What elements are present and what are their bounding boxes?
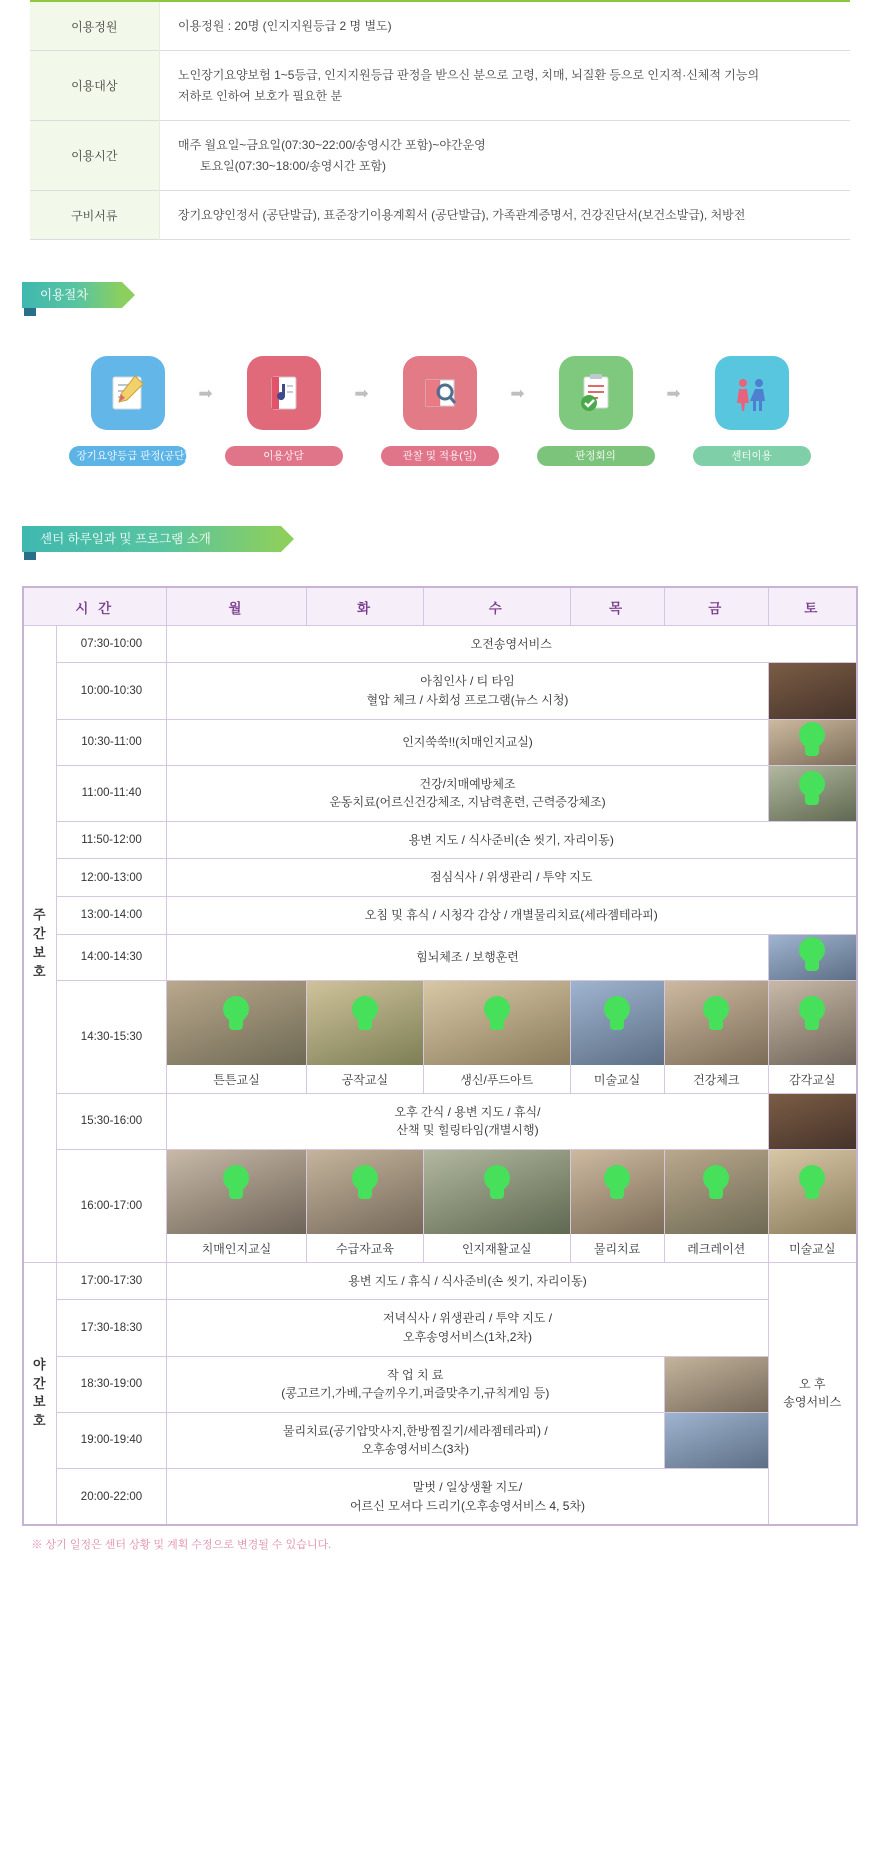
side-label-night-text: 야 간 보 호 <box>32 1356 47 1429</box>
row-time: 13:00-14:00 <box>57 897 167 935</box>
activity2-cell-sat <box>769 1149 857 1262</box>
info-line-1: 장기요양인정서 (공단발급), 표준장기이용계획서 (공단발급), 가족관계증명서, 건강진단서(보건소발급), 처방전 <box>178 207 746 222</box>
activity2-photo-wed <box>424 1150 570 1234</box>
table-row <box>23 897 857 935</box>
table-row <box>23 1300 857 1356</box>
table-row <box>30 190 850 239</box>
table-row <box>23 859 857 897</box>
evening-transport-cell <box>769 1262 857 1525</box>
row-photo <box>664 1412 768 1468</box>
massage-photo <box>665 1413 768 1468</box>
row-content <box>167 821 857 859</box>
clipboard-pencil-icon <box>91 356 165 430</box>
content-line-1: 저녁식사 / 위생관리 / 투약 지도 / <box>382 1311 553 1326</box>
col-mon: 월 <box>167 587 307 625</box>
col-sat: 토 <box>769 587 857 625</box>
content-line-2: 오후송영서비스(1차,2차) <box>402 1329 532 1344</box>
row-content <box>167 897 857 935</box>
flow-arrow-3: ➡ <box>510 384 525 404</box>
activity2-caption-tue: 수급자교육 <box>335 1241 394 1256</box>
activity2-caption-fri: 레크레이션 <box>687 1241 746 1256</box>
flow-step-3 <box>381 356 499 466</box>
content-line-1: 점심식사 / 위생관리 / 투약 지도 <box>430 870 593 885</box>
facility-info-table <box>30 0 850 240</box>
table-row <box>30 1 850 51</box>
row-content <box>167 1093 769 1149</box>
table-row <box>23 821 857 859</box>
row-photo <box>769 663 857 719</box>
flow-label-5: 센터이용 <box>693 446 811 466</box>
flow-step-5 <box>693 356 811 466</box>
schedule-footnote: ※ 상기 일정은 센터 상황 및 계획 수정으로 변경될 수 있습니다. <box>31 1539 332 1552</box>
table-row <box>30 121 850 191</box>
row-time: 11:50-12:00 <box>57 821 167 859</box>
ribbon-shadow <box>24 308 36 316</box>
col-fri: 금 <box>664 587 768 625</box>
activity-photo-sat <box>769 981 856 1065</box>
content-line-1: 인지쑥쑥!!(치매인지교실) <box>402 734 533 749</box>
schedule-title: 센터 하루일과 및 프로그램 소개 <box>22 526 281 552</box>
row-content <box>167 1300 769 1356</box>
ribbon-shadow <box>24 552 36 560</box>
info-line-1: 이용정원 : 20명 (인지지원등급 2 명 별도) <box>178 19 392 33</box>
info-header-hours: 이용시간 <box>30 121 160 191</box>
flow-arrow-4: ➡ <box>666 384 681 404</box>
activity2-cell-tue <box>306 1149 423 1262</box>
content-line-1: 용변 지도 / 휴식 / 식사준비(손 씻기, 자리이동) <box>348 1273 587 1288</box>
book-search-icon <box>403 356 477 430</box>
activity2-photo-fri <box>665 1150 768 1234</box>
content-line-2: 혈압 체크 / 사회성 프로그램(뉴스 시청) <box>366 693 569 708</box>
content-line-1: 용변 지도 / 식사준비(손 씻기, 자리이동) <box>408 832 614 847</box>
content-line-2: 운동치료(어르신건강체조, 지남력훈련, 근력증강체조) <box>329 795 606 810</box>
schedule-section-heading <box>22 526 879 560</box>
row-time: 10:30-11:00 <box>57 719 167 765</box>
flow-step-1 <box>69 356 187 466</box>
table-row <box>23 1412 857 1468</box>
row-time: 10:00-10:30 <box>57 663 167 719</box>
activity2-caption-wed: 인지재활교실 <box>461 1241 532 1256</box>
row-content <box>167 859 857 897</box>
side-label-night <box>23 1262 57 1525</box>
table-row <box>23 625 857 663</box>
row-content <box>167 625 857 663</box>
row-time: 15:30-16:00 <box>57 1093 167 1149</box>
row-time: 16:00-17:00 <box>57 1149 167 1262</box>
row-content <box>167 1262 769 1300</box>
flow-label-4: 판정회의 <box>537 446 655 466</box>
content-line-1: 오침 및 휴식 / 시청각 감상 / 개별물리치료(세라젬테라피) <box>364 908 658 922</box>
class-photo <box>769 720 856 765</box>
table-row <box>23 719 857 765</box>
table-row <box>23 934 857 980</box>
activity-cell-wed <box>423 980 570 1093</box>
row-time: 17:30-18:30 <box>57 1300 167 1356</box>
side-label-day-text: 주 간 보 호 <box>32 907 47 979</box>
col-tue: 화 <box>306 587 423 625</box>
activity-caption-sat: 감각교실 <box>789 1072 836 1087</box>
activity-caption-thu: 미술교실 <box>593 1072 641 1087</box>
content-line-1: 오후 간식 / 용변 지도 / 휴식/ <box>394 1104 541 1119</box>
flow-arrow-2: ➡ <box>354 384 369 404</box>
activity2-cell-thu <box>570 1149 664 1262</box>
col-thu: 목 <box>570 587 664 625</box>
row-photo <box>769 1093 857 1149</box>
flow-step-4 <box>537 356 655 466</box>
activity2-cell-wed <box>423 1149 570 1262</box>
row-photo <box>664 1356 768 1412</box>
schedule-table-wrap <box>22 586 858 1526</box>
info-line-1: 노인장기요양보험 1~5등급, 인지지원등급 판정을 받으신 분으로 고령, 치매, 뇌질환 등으로 인지적·신체적 기능의 <box>178 68 760 83</box>
content-line-1: 작 업 치 료 <box>387 1367 444 1382</box>
flow-arrow-1: ➡ <box>198 384 213 404</box>
activity-photo-thu <box>571 981 664 1065</box>
table-row <box>30 51 850 121</box>
food-photo <box>769 663 856 718</box>
row-time: 20:00-22:00 <box>57 1468 167 1525</box>
content-line-2: 오후송영서비스(3차) <box>361 1442 469 1457</box>
activity-photo-tue <box>307 981 423 1065</box>
row-time: 07:30-10:00 <box>57 625 167 663</box>
col-time: 시 간 <box>23 587 167 625</box>
content-line-1: 건강/치매예방체조 <box>419 776 516 791</box>
info-value-target <box>160 51 850 121</box>
table-row <box>23 663 857 719</box>
row-time: 18:30-19:00 <box>57 1356 167 1412</box>
activity-photo-mon <box>167 981 306 1065</box>
row-content <box>167 719 769 765</box>
daily-schedule-table <box>22 586 858 1526</box>
activity2-caption-thu: 물리치료 <box>593 1241 641 1256</box>
table-row <box>23 1356 857 1412</box>
info-value-documents <box>160 190 850 239</box>
people-icon <box>715 356 789 430</box>
row-photo <box>769 934 857 980</box>
activity2-caption-mon: 치매인지교실 <box>201 1241 272 1256</box>
side-label-day <box>23 625 57 1262</box>
content-line-2: 어르신 모셔다 드리기(오후송영서비스 4, 5차) <box>349 1498 586 1513</box>
row-content <box>167 765 769 821</box>
content-line-2: (콩고르기,가베,구슬끼우기,퍼즐맞추기,규칙게임 등) <box>281 1386 550 1401</box>
row-time: 19:00-19:40 <box>57 1412 167 1468</box>
evening-transport-line-1: 오 후 <box>798 1376 826 1391</box>
activity-caption-fri: 건강체크 <box>693 1072 740 1087</box>
content-line-1: 물리치료(공기압맛사지,한방찜질기/세라젬테라피) / <box>282 1423 548 1438</box>
notebook-icon <box>247 356 321 430</box>
process-section-heading <box>22 282 879 316</box>
row-time: 11:00-11:40 <box>57 765 167 821</box>
table-row <box>23 1093 857 1149</box>
row-content <box>167 1468 769 1525</box>
content-line-1: 말벗 / 일상생활 지도/ <box>412 1479 523 1494</box>
flow-label-1: 장기요양등급 판정(공단) <box>69 446 187 466</box>
flow-label-3: 관찰 및 적용(일) <box>381 446 499 466</box>
activity-cell-fri <box>664 980 768 1093</box>
content-line-2: 산책 및 힐링타임(개별시행) <box>396 1123 539 1138</box>
table-row <box>23 1468 857 1525</box>
table-row <box>23 1262 857 1300</box>
activity2-photo-tue <box>307 1150 423 1234</box>
row-photo <box>769 765 857 821</box>
activity2-photo-thu <box>571 1150 664 1234</box>
group-photo <box>769 935 856 980</box>
row-photo <box>769 719 857 765</box>
evening-transport-line-2: 송영서비스 <box>783 1395 842 1410</box>
flow-step-2 <box>225 356 343 466</box>
content-line-1: 오전송영서비스 <box>470 636 552 651</box>
row-content <box>167 663 769 719</box>
info-line-2: 저하로 인하여 보호가 필요한 분 <box>178 88 343 103</box>
activity2-caption-sat: 미술교실 <box>789 1241 836 1256</box>
info-value-hours <box>160 121 850 191</box>
process-title: 이용절차 <box>22 282 122 308</box>
row-content <box>167 934 769 980</box>
info-line-2: 토요일(07:30~18:00/송영시간 포함) <box>200 158 387 173</box>
row-time: 14:30-15:30 <box>57 980 167 1093</box>
activity-caption-mon: 튼튼교실 <box>213 1072 260 1087</box>
row-time: 17:00-17:30 <box>57 1262 167 1300</box>
row-time: 12:00-13:00 <box>57 859 167 897</box>
info-header-capacity: 이용정원 <box>30 1 160 51</box>
schedule-header-row <box>23 587 857 625</box>
row-content <box>167 1356 665 1412</box>
table-row <box>23 765 857 821</box>
snack-photo <box>769 1094 856 1149</box>
info-header-documents: 구비서류 <box>30 190 160 239</box>
activity-caption-tue: 공작교실 <box>341 1072 389 1087</box>
checklist-icon <box>559 356 633 430</box>
table-row <box>23 1149 857 1262</box>
flow-label-2: 이용상담 <box>225 446 343 466</box>
info-line-1: 매주 월요일~금요일(07:30~22:00/송영시간 포함)~야간운영 <box>178 138 486 153</box>
activity-photo-fri <box>665 981 768 1065</box>
info-value-capacity <box>160 1 850 51</box>
activity2-cell-fri <box>664 1149 768 1262</box>
activity-cell-thu <box>570 980 664 1093</box>
activity-photo-wed <box>424 981 570 1065</box>
row-content <box>167 1412 665 1468</box>
process-flow <box>60 356 820 466</box>
activity-cell-sat <box>769 980 857 1093</box>
activity-caption-wed: 생신/푸드아트 <box>460 1072 534 1087</box>
activity2-photo-mon <box>167 1150 306 1234</box>
exercise-photo <box>769 766 856 821</box>
therapy-photo <box>665 1357 768 1412</box>
activity-cell-mon <box>167 980 307 1093</box>
info-header-target: 이용대상 <box>30 51 160 121</box>
col-wed: 수 <box>423 587 570 625</box>
activity2-cell-mon <box>167 1149 307 1262</box>
activity-cell-tue <box>306 980 423 1093</box>
content-line-1: 아침인사 / 티 타임 <box>420 674 515 689</box>
row-time: 14:00-14:30 <box>57 934 167 980</box>
activity2-photo-sat <box>769 1150 856 1234</box>
content-line-1: 힘뇌체조 / 보행훈련 <box>416 949 519 964</box>
table-row <box>23 980 857 1093</box>
